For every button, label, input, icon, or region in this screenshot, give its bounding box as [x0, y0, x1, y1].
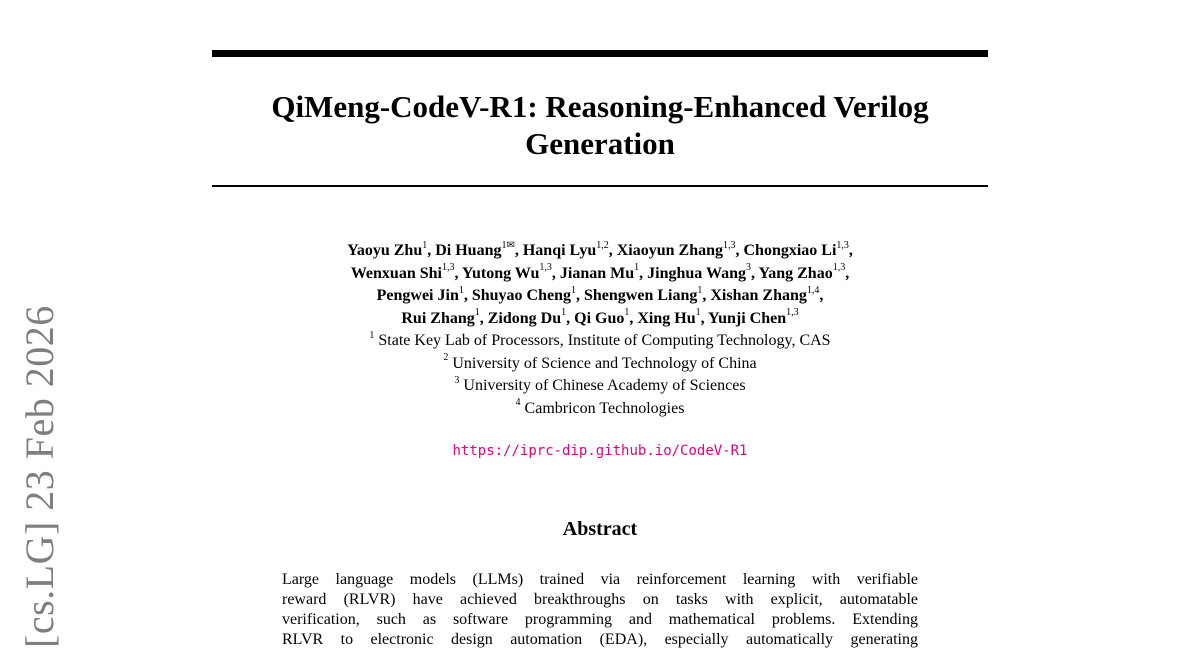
affiliation-number: 2: [443, 352, 449, 364]
author-affiliation-marker: 1: [458, 284, 464, 296]
author-name: Jianan Mu: [559, 264, 635, 282]
affiliation: [212, 330, 988, 353]
title-line-2: Generation: [525, 126, 675, 161]
affiliation-text: University of Science and Technology of China: [448, 354, 757, 372]
author-name: Shengwen Liang: [584, 287, 698, 304]
author-affiliation-marker: 1,3: [441, 262, 455, 274]
author-affiliation-marker: 1,3: [786, 307, 799, 319]
author-name: Xishan Zhang: [710, 287, 807, 304]
author-affiliation-marker: 1: [624, 307, 630, 319]
author-affiliation-marker: 1: [697, 284, 703, 296]
author-affiliation-marker: 1,3: [723, 239, 736, 251]
author-affiliation-marker: 1,3: [836, 239, 849, 251]
paper-title: [212, 88, 988, 162]
project-link[interactable]: https://iprc-dip.github.io/CodeV-R1: [452, 443, 748, 459]
affiliation-list: [212, 330, 988, 420]
title-bottom-rule: [212, 185, 988, 187]
author-affiliation-marker: 1✉: [501, 239, 515, 251]
author-name: Jinghua Wang: [647, 264, 747, 282]
author-affiliation-marker: 1,3: [539, 262, 552, 274]
affiliation: [212, 353, 988, 376]
author-name: Xiaoyun Zhang: [616, 242, 723, 259]
abstract-body: [282, 570, 918, 650]
author-name: Rui Zhang: [401, 309, 475, 327]
author-affiliation-marker: 1: [571, 284, 576, 296]
author-name: Chongxiao Li: [743, 242, 837, 259]
abstract-line: RLVR to electronic design automation (EDA), especially automatically generating: [282, 631, 918, 648]
affiliation-text: Cambricon Technologies: [520, 399, 685, 417]
title-line-1: QiMeng-CodeV-R1: Reasoning-Enhanced Verilog: [271, 89, 929, 124]
author-affiliation-marker: 1: [474, 307, 480, 319]
title-top-rule: [212, 50, 988, 57]
author-name: Hanqi Lyu: [522, 242, 597, 259]
author-line: Yaoyu Zhu$^1$, Di Huang$^{1✉}$, Hanqi Lyu$^{1,2}$, Xiaoyun Zhang$^{1,3}$, Chongxiao Li$^{1,3}$,: [347, 239, 853, 259]
author-list: [212, 240, 988, 330]
author-line: Wenxuan Shi$^{1,3}$, Yutong Wu$^{1,3}$, Jianan Mu$^1$, Jinghua Wang$^3$, Yang Zhao$^{1,3}$,: [350, 262, 850, 282]
author-name: Pengwei Jin: [376, 287, 459, 304]
affiliation-text: University of Chinese Academy of Sciences: [459, 377, 746, 394]
author-name: Yutong Wu: [461, 264, 540, 282]
author-affiliation-marker: 3: [746, 262, 752, 274]
author-affiliation-marker: 1,3: [832, 262, 846, 274]
author-name: Di Huang: [435, 242, 502, 259]
affiliation-number: 4: [515, 397, 521, 409]
author-name: Zidong Du: [487, 309, 562, 327]
author-name: Xing Hu: [637, 309, 696, 327]
affiliation: [212, 375, 988, 398]
author-block: [212, 240, 988, 420]
author-affiliation-marker: 1,2: [596, 239, 609, 251]
affiliation-text: State Key Lab of Processors, Institute of Computing Technology, CAS: [374, 332, 831, 349]
abstract-line: Large language models (LLMs) trained via reinforcement learning with verifiable: [282, 571, 918, 588]
affiliation: [212, 398, 988, 421]
author-name: Yaoyu Zhu: [347, 242, 423, 259]
affiliation-number: 1: [369, 329, 375, 341]
abstract-heading: Abstract: [562, 518, 638, 540]
author-name: Qi Guo: [574, 309, 625, 327]
author-affiliation-marker: 1,4: [806, 284, 820, 296]
author-name: Shuyao Cheng: [471, 287, 571, 304]
author-affiliation-marker: 1: [634, 262, 640, 274]
author-affiliation-marker: 1: [561, 307, 567, 319]
author-affiliation-marker: 1: [422, 239, 428, 251]
abstract-line: reward (RLVR) have achieved breakthroughs on tasks with explicit, automatable: [282, 591, 918, 608]
affiliation-number: 3: [454, 374, 460, 386]
author-name: Yang Zhao: [758, 264, 833, 282]
author-name: Yunji Chen: [708, 309, 787, 327]
author-affiliation-marker: 1: [695, 307, 701, 319]
arxiv-side-stamp: [cs.LG] 23 Feb 2026: [17, 305, 62, 648]
author-name: Wenxuan Shi: [350, 264, 442, 282]
author-line: Rui Zhang$^1$, Zidong Du$^1$, Qi Guo$^1$, Xing Hu$^1$, Yunji Chen$^{1,3}$: [401, 307, 799, 327]
abstract-line: verification, such as software programming and mathematical problems. Extending: [282, 611, 918, 628]
author-line: Pengwei Jin$^1$, Shuyao Cheng$^1$, Shengwen Liang$^1$, Xishan Zhang$^{1,4}$,: [376, 284, 824, 304]
